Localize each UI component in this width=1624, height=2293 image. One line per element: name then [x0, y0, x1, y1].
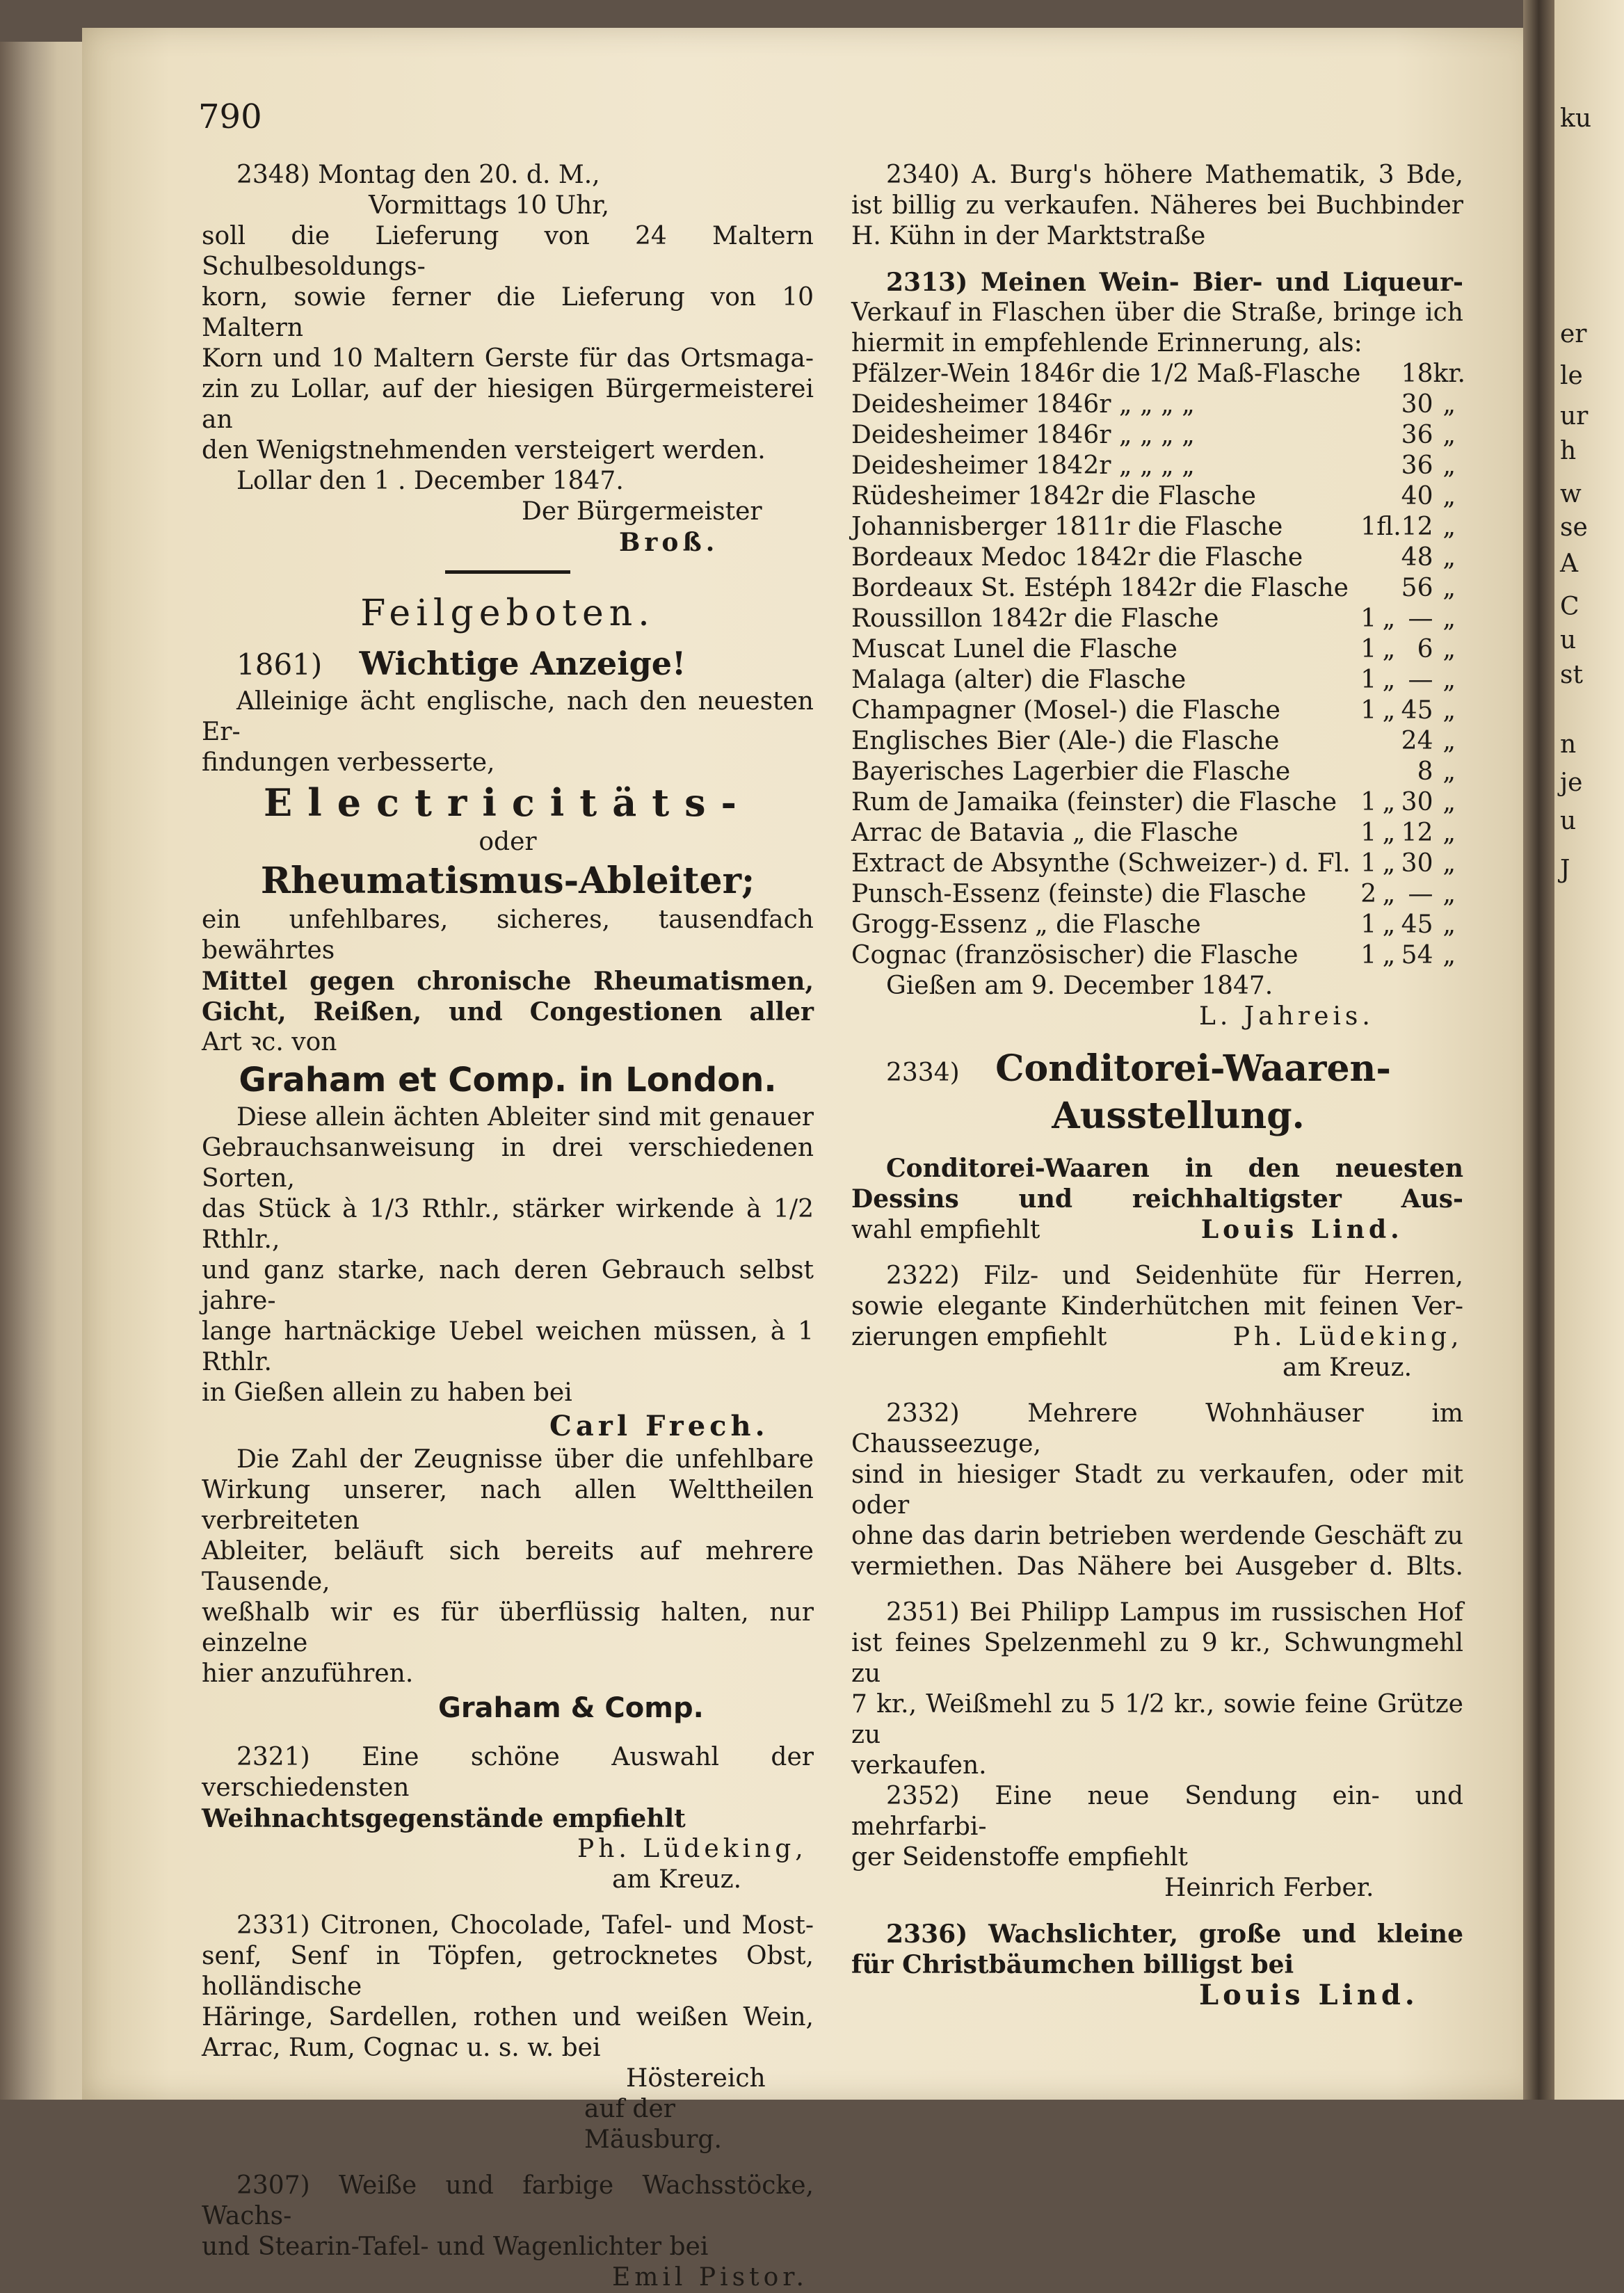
- price-kreuzer: 30: [1401, 390, 1433, 419]
- price-gulden: 1: [1360, 849, 1377, 878]
- next-page-fragment: st: [1560, 661, 1583, 689]
- spacer: [851, 1383, 1463, 1399]
- ad-2332: [851, 1399, 1463, 1582]
- ad-2331-line: Häringe, Sardellen, rothen und weißen Wein,: [202, 2003, 814, 2031]
- price-unit: „: [1382, 910, 1396, 939]
- price-row: [851, 481, 1465, 512]
- ad-1861-headline: Electricitäts-: [264, 780, 752, 825]
- ad-2334-title: Conditorei-Waaren-: [995, 1047, 1391, 1090]
- ad-2334-line: Dessins und reichhaltigster Aus-: [851, 1184, 1463, 1214]
- ad-1861-line: findungen verbesserte,: [202, 748, 495, 777]
- ad-1861-line: Alleinige ächt englische, nach den neuesten Er-: [202, 687, 814, 746]
- ad-2332-line: 2332) Mehrere Wohnhäuser im Chausseezuge,: [851, 1399, 1463, 1458]
- price-item-name: Grogg-Essenz „ die Flasche: [851, 910, 1201, 939]
- ad-2307-sign: Emil Pistor.: [612, 2263, 808, 2292]
- ad-1861-line: lange hartnäckige Uebel weichen müssen, à 1 Rthlr.: [202, 1317, 814, 1376]
- spacer: [851, 1246, 1463, 1261]
- price-unit: „: [1382, 666, 1396, 694]
- next-page-fragment: J: [1560, 855, 1570, 884]
- ad-2340-line: H. Kühn in der Marktstraße: [851, 222, 1206, 250]
- price-gulden: [1360, 573, 1376, 604]
- price-gulden: [1360, 359, 1376, 389]
- ad-2322-line: sowie elegante Kinderhütchen mit feinen Ver-: [851, 1292, 1463, 1321]
- price-item-name: Malaga (alter) die Flasche: [851, 666, 1187, 694]
- spacer: [851, 252, 1463, 267]
- ad-1861-header: [202, 642, 814, 686]
- price-unit: [1376, 573, 1401, 604]
- price-currency: „: [1442, 390, 1456, 419]
- price-gulden: 2: [1360, 880, 1377, 908]
- ad-2313-line: 2313) Meinen Wein- Bier- und Liqueur-: [886, 268, 1463, 297]
- price-row: [851, 757, 1465, 787]
- ad-2321-line: 2321) Eine schöne Auswahl der verschiedensten: [202, 1743, 814, 1802]
- spacer: [851, 1582, 1463, 1598]
- price-item-name: Rum de Jamaika (feinster) die Flasche: [851, 788, 1337, 816]
- ad-2322-line: [851, 1322, 1463, 1353]
- price-row: [851, 818, 1465, 848]
- ad-1861-line: Mittel gegen chronische Rheumatismen,: [202, 967, 814, 996]
- price-kreuzer: 8: [1417, 757, 1433, 786]
- price-gulden: 1: [1360, 910, 1377, 939]
- price-item-name: Cognac (französischer) die Flasche: [851, 941, 1299, 970]
- ad-2334-header: [851, 1047, 1463, 1095]
- ad-2313-line: hiermit in empfehlende Erinnerung, als:: [851, 329, 1362, 357]
- section-heading-feilgeboten: Feilgeboten.: [360, 593, 655, 634]
- next-page-fragment: A: [1560, 549, 1578, 578]
- book-gutter: [1523, 0, 1554, 2100]
- price-row: [851, 451, 1465, 481]
- ad-2348: [202, 160, 814, 558]
- price-item-name: Bordeaux St. Estéph 1842r die Flasche: [851, 574, 1349, 602]
- price-kreuzer: 45: [1401, 910, 1433, 939]
- price-item-name: Deidesheimer 1846r „ „ „ „: [851, 390, 1195, 419]
- ad-2334-line: Conditorei-Waaren in den neuesten: [886, 1154, 1463, 1183]
- price-row: [851, 420, 1465, 451]
- ad-2348-line: soll die Lieferung von 24 Maltern Schulbesoldungs-: [202, 222, 814, 281]
- ad-2351-line: verkaufen.: [851, 1751, 987, 1780]
- ad-2322-line: 2322) Filz- und Seidenhüte für Herren,: [886, 1262, 1463, 1290]
- price-row: [851, 665, 1465, 695]
- price-kreuzer: 6: [1417, 635, 1433, 663]
- price-item-name: Bayerisches Lagerbier die Flasche: [851, 757, 1291, 786]
- ad-2334: [851, 1047, 1463, 1246]
- price-currency: „: [1442, 941, 1456, 970]
- price-gulden: [1360, 726, 1376, 757]
- ad-2332-line: sind in hiesiger Stadt zu verkaufen, oder mit oder: [851, 1461, 1463, 1520]
- ad-2348-date: Lollar den 1 . December 1847.: [236, 467, 624, 495]
- ad-2352-sign: Heinrich Ferber.: [1164, 1874, 1374, 1902]
- price-gulden: 1: [1360, 666, 1377, 694]
- price-kreuzer: 48: [1401, 543, 1433, 572]
- ad-2332-line: ohne das darin betrieben werdende Geschäft zu: [851, 1522, 1463, 1550]
- next-page-fragment: u: [1560, 626, 1577, 654]
- price-row: [851, 910, 1465, 940]
- price-unit: „: [1382, 696, 1396, 725]
- next-page-fragment: ku: [1560, 104, 1591, 133]
- ad-1861-line: weßhalb wir es für überflüssig halten, nur einzelne: [202, 1598, 814, 1657]
- ad-2336-sign: Louis Lind.: [1199, 1979, 1419, 2011]
- price-item-name: Deidesheimer 1846r „ „ „ „: [851, 421, 1195, 449]
- next-page-fragment: je: [1560, 769, 1583, 797]
- ad-2352-line: 2352) Eine neue Sendung ein- und mehrfarbi-: [851, 1782, 1463, 1841]
- price-gulden: [1360, 389, 1376, 420]
- ad-1861-line: Wirkung unserer, nach allen Welttheilen verbreiteten: [202, 1476, 814, 1535]
- price-row: [851, 634, 1465, 665]
- price-gulden: 1: [1360, 819, 1377, 847]
- price-kreuzer: 18: [1401, 360, 1433, 388]
- ad-2331-line: 2331) Citronen, Chocolade, Tafel- und Most-: [236, 1911, 814, 1940]
- ad-1861-line: Die Zahl der Zeugnisse über die unfehlbare: [236, 1445, 814, 1474]
- left-column: [202, 160, 814, 2293]
- ad-1861-line: hier anzuführen.: [202, 1659, 414, 1688]
- price-item-name: Pfälzer-Wein 1846r die 1/2 Maß-Flasche: [851, 360, 1361, 388]
- spacer: [851, 1904, 1463, 1919]
- ad-1861-line: Gebrauchsanweisung in drei verschiedenen Sorten,: [202, 1134, 814, 1193]
- price-currency: „: [1442, 574, 1456, 602]
- price-gulden: 1: [1360, 788, 1377, 816]
- price-row: [851, 726, 1465, 757]
- price-kreuzer: 56: [1401, 574, 1433, 602]
- price-currency: „: [1442, 513, 1456, 541]
- ad-2348-line: 2348) Montag den 20. d. M.,: [236, 161, 600, 189]
- price-unit: „: [1382, 635, 1396, 663]
- price-currency: „: [1442, 757, 1456, 786]
- price-unit: [1376, 420, 1401, 451]
- next-page-fragment: ur: [1560, 402, 1589, 431]
- ad-1861-company: Graham et Comp. in London.: [239, 1061, 777, 1100]
- spacer: [851, 1032, 1463, 1047]
- price-item-name: Rüdesheimer 1842r die Flasche: [851, 482, 1256, 510]
- spacer: [851, 1138, 1463, 1153]
- price-gulden: 1: [1360, 604, 1377, 633]
- price-item-name: Bordeaux Medoc 1842r die Flasche: [851, 543, 1303, 572]
- price-kreuzer: 30: [1401, 788, 1433, 816]
- price-kreuzer: 54: [1401, 941, 1433, 970]
- ad-1861-line: in Gießen allein zu haben bei: [202, 1378, 572, 1407]
- next-page-fragment: le: [1560, 362, 1583, 390]
- price-currency: „: [1442, 635, 1456, 663]
- price-currency: „: [1442, 788, 1456, 816]
- ad-2336-line: 2336) Wachslichter, große und kleine: [886, 1920, 1463, 1949]
- price-gulden: 1: [1360, 635, 1377, 663]
- ad-2340: [851, 160, 1463, 252]
- price-currency: „: [1442, 666, 1456, 694]
- ad-2331: [202, 1910, 814, 2155]
- ad-2322: [851, 1261, 1463, 1383]
- price-unit: „: [1382, 604, 1396, 633]
- price-item-name: Roussillon 1842r die Flasche: [851, 604, 1219, 633]
- ad-2321: [202, 1742, 814, 1895]
- ad-1861-headline: Rheumatismus-Ableiter;: [260, 860, 755, 902]
- price-row: [851, 787, 1465, 818]
- price-row: [851, 848, 1465, 879]
- ad-2340-line: ist billig zu verkaufen. Näheres bei Buchbinder: [851, 191, 1463, 220]
- ad-2321-line: Weihnachtsgegenstände empfiehlt: [202, 1804, 686, 1833]
- ad-2348-sign: Der Bürgermeister: [522, 497, 762, 526]
- price-list-table: [851, 359, 1465, 971]
- price-gulden: [1360, 451, 1376, 481]
- price-currency: „: [1442, 696, 1456, 725]
- price-unit: [1376, 481, 1401, 512]
- price-gulden: 1: [1360, 696, 1377, 725]
- ad-2336-line: für Christbäumchen billigst bei: [851, 1950, 1294, 1979]
- ad-1861-line: Ableiter, beläuft sich bereits auf mehrere Tausende,: [202, 1537, 814, 1596]
- ad-2334-line-text: wahl empfiehlt: [851, 1216, 1040, 1244]
- ad-2321-sign: am Kreuz.: [612, 1865, 742, 1894]
- price-unit: fl.: [1376, 513, 1401, 541]
- price-unit: [1376, 726, 1401, 757]
- spacer: [202, 1895, 814, 1910]
- ad-2322-sign: Ph. Lüdeking,: [1232, 1323, 1463, 1351]
- price-row: [851, 940, 1465, 971]
- price-gulden: 1: [1360, 513, 1377, 541]
- price-currency: „: [1442, 849, 1456, 878]
- ad-2351-line: 7 kr., Weißmehl zu 5 1/2 kr., sowie feine Grütze zu: [851, 1690, 1463, 1749]
- ad-2340-line: 2340) A. Burg's höhere Mathematik, 3 Bde,: [886, 161, 1463, 189]
- ad-2334-sign: Louis Lind.: [1200, 1215, 1404, 1244]
- ad-2313: [851, 267, 1463, 1032]
- ad-1861-line: Diese allein ächten Ableiter sind mit genauer: [236, 1103, 814, 1132]
- ad-2313-date: Gießen am 9. December 1847.: [886, 972, 1273, 1000]
- price-currency: „: [1442, 880, 1456, 908]
- ad-1861-title: Wichtige Anzeige!: [359, 645, 686, 682]
- ad-2334-number: 2334): [886, 1059, 960, 1087]
- ad-2307-line: und Stearin-Tafel- und Wagenlichter bei: [202, 2232, 709, 2261]
- price-kreuzer: —: [1408, 604, 1433, 633]
- price-item-name: Englisches Bier (Ale-) die Flasche: [851, 727, 1280, 755]
- ad-1861-line: Gicht, Reißen, und Congestionen aller: [202, 997, 814, 1027]
- ad-2336: [851, 1919, 1463, 2011]
- price-gulden: 1: [1360, 941, 1377, 970]
- price-currency: „: [1442, 604, 1456, 633]
- price-unit: [1376, 359, 1401, 389]
- ad-1861: [202, 642, 814, 1727]
- ad-1861-line: und ganz starke, nach deren Gebrauch selbst jahre-: [202, 1256, 814, 1315]
- price-kreuzer: 40: [1401, 482, 1433, 510]
- price-gulden: [1360, 757, 1376, 787]
- ad-2352-line: ger Seidenstoffe empfiehlt: [851, 1843, 1188, 1872]
- ad-2322-sign: am Kreuz.: [1283, 1353, 1413, 1382]
- ad-2331-sign: auf der Mäusburg.: [584, 2095, 722, 2154]
- price-row: [851, 695, 1465, 726]
- price-kreuzer: —: [1408, 666, 1433, 694]
- ad-2332-line: vermiethen. Das Nähere bei Ausgeber d. Blts.: [851, 1552, 1463, 1581]
- ad-2334-title: Ausstellung.: [1052, 1095, 1305, 1137]
- ad-2322-line-text: zierungen empfiehlt: [851, 1323, 1107, 1351]
- ad-1861-sign: Graham & Comp.: [438, 1692, 704, 1724]
- price-currency: „: [1442, 421, 1456, 449]
- price-item-name: Deidesheimer 1842r „ „ „ „: [851, 451, 1195, 480]
- ad-1861-line: Art ꝛc. von: [202, 1028, 337, 1056]
- ad-2351-line: ist feines Spelzenmehl zu 9 kr., Schwungmehl zu: [851, 1629, 1463, 1688]
- price-unit: „: [1382, 819, 1396, 847]
- price-item-name: Arrac de Batavia „ die Flasche: [851, 819, 1239, 847]
- price-row: [851, 542, 1465, 573]
- price-currency: „: [1442, 543, 1456, 572]
- next-page-fragment: w: [1560, 480, 1582, 508]
- price-gulden: [1360, 542, 1376, 573]
- ad-1861-line: ein unfehlbares, sicheres, tausendfach bewährtes: [202, 906, 814, 965]
- ad-2331-line: Arrac, Rum, Cognac u. s. w. bei: [202, 2034, 601, 2062]
- price-item-name: Extract de Absynthe (Schweizer-) d. Fl.: [851, 849, 1351, 878]
- ad-2348-line: zin zu Lollar, auf der hiesigen Bürgermeisterei an: [202, 375, 814, 434]
- ad-2331-sign: Höstereich: [626, 2064, 766, 2093]
- ad-2348-line: korn, sowie ferner die Lieferung von 10 Maltern: [202, 283, 814, 342]
- ad-2352: [851, 1781, 1463, 1904]
- ad-2331-line: senf, Senf in Töpfen, getrocknetes Obst, holländische: [202, 1942, 814, 2001]
- ad-1861-oder: oder: [479, 828, 537, 856]
- section-rule: [445, 570, 570, 574]
- price-item-name: Champagner (Mosel-) die Flasche: [851, 696, 1280, 725]
- next-page-fragment: n: [1560, 730, 1577, 759]
- price-unit: „: [1382, 880, 1396, 908]
- spacer: [202, 1727, 814, 1742]
- price-kreuzer: 12: [1401, 819, 1433, 847]
- price-currency: kr.: [1433, 360, 1465, 388]
- ad-2348-line: Vormittags 10 Uhr,: [369, 191, 610, 220]
- spacer: [202, 2155, 814, 2171]
- price-currency: „: [1442, 727, 1456, 755]
- price-currency: „: [1442, 482, 1456, 510]
- price-currency: „: [1442, 910, 1456, 939]
- price-currency: „: [1442, 819, 1456, 847]
- ad-2348-line: den Wenigstnehmenden versteigert werden.: [202, 436, 766, 465]
- price-row: [851, 359, 1465, 389]
- price-kreuzer: 36: [1401, 421, 1433, 449]
- price-row: [851, 389, 1465, 420]
- price-kreuzer: 24: [1401, 727, 1433, 755]
- ad-2321-sign: Ph. Lüdeking,: [577, 1835, 807, 1863]
- price-row: [851, 604, 1465, 634]
- next-page-fragment: u: [1560, 807, 1577, 835]
- price-unit: „: [1382, 941, 1396, 970]
- ad-2313-sign: L. Jahreis.: [1199, 1002, 1374, 1031]
- price-item-name: Muscat Lunel die Flasche: [851, 635, 1177, 663]
- right-column: [851, 160, 1463, 2011]
- price-unit: [1376, 757, 1401, 787]
- next-page-fragment: h: [1560, 437, 1577, 465]
- ad-1861-number: 1861): [236, 647, 323, 682]
- price-item-name: Punsch-Essenz (feinste) die Flasche: [851, 880, 1307, 908]
- price-kreuzer: 36: [1401, 451, 1433, 480]
- next-page-fragment: er: [1560, 320, 1587, 348]
- ad-2307-line: 2307) Weiße und farbige Wachsstöcke, Wachs-: [202, 2171, 814, 2230]
- price-gulden: [1360, 420, 1376, 451]
- next-page-edge: [1554, 0, 1624, 2100]
- price-unit: [1376, 451, 1401, 481]
- ad-2348-sign: Broß.: [619, 528, 719, 557]
- price-unit: „: [1382, 788, 1396, 816]
- ad-2307: [202, 2171, 814, 2293]
- price-unit: [1376, 389, 1401, 420]
- ad-2334-line: [851, 1214, 1463, 1246]
- ad-2313-line: Verkauf in Flaschen über die Straße, bringe ich: [851, 298, 1463, 327]
- price-unit: [1376, 542, 1401, 573]
- next-page-fragment: C: [1560, 593, 1579, 621]
- price-kreuzer: 45: [1401, 696, 1433, 725]
- price-row: [851, 512, 1465, 542]
- price-kreuzer: 12: [1401, 513, 1433, 541]
- ad-1861-seller: Carl Frech.: [549, 1410, 769, 1442]
- price-kreuzer: —: [1408, 880, 1433, 908]
- price-gulden: [1360, 481, 1376, 512]
- price-row: [851, 879, 1465, 910]
- ad-2351: [851, 1598, 1463, 1781]
- ad-1861-line: das Stück à 1/3 Rthlr., stärker wirkende à 1/2 Rthlr.,: [202, 1195, 814, 1254]
- price-row: [851, 573, 1465, 604]
- price-currency: „: [1442, 451, 1456, 480]
- next-page-fragment: se: [1560, 513, 1588, 542]
- price-unit: „: [1382, 849, 1396, 878]
- price-item-name: Johannisberger 1811r die Flasche: [851, 513, 1283, 541]
- ad-2351-line: 2351) Bei Philipp Lampus im russischen Hof: [886, 1598, 1463, 1627]
- ad-2348-line: Korn und 10 Maltern Gerste für das Ortsmaga-: [202, 344, 814, 373]
- price-kreuzer: 30: [1401, 849, 1433, 878]
- page-number: 790: [198, 97, 262, 136]
